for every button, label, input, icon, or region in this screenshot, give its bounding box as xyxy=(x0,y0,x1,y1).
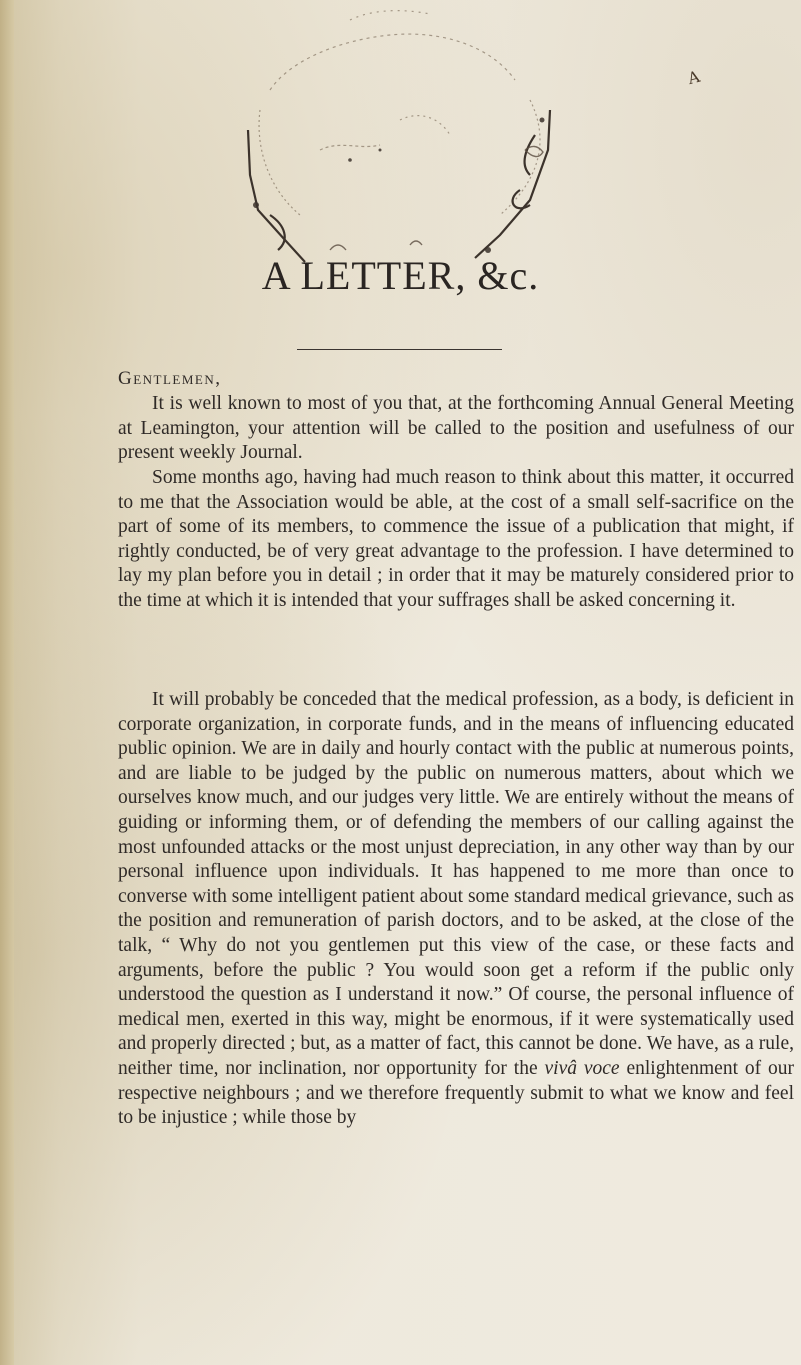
paragraph-3-text: It will probably be conceded that the medical profession, as a body, is deficient in corporate organization, in corporate funds, and in the means of influencing educated public opinion. We are in daily and hourly contact with the public at numerous points, and are liable to be judged by the public on numerous matters, about which we ourselves know much, and our judges very little. We are entirely without the means of guiding or informing them, or of defending the members of our calling against the most unfounded attacks or the most unjust depreciation, in any other way than by our personal influence upon individuals. It has happened to me more than once to converse with some intelligent patient about some standard medical grievance, such as the position and remuneration of parish doctors, and to be asked, at the close of the talk, “ Why do not you gentlemen put this view of the case, or these facts and arguments, before the public ? You would soon get a reform if the public only understood the question as I understand it now.” Of course, the personal influence of medical men, exerted in this way, might be enormous, if it were systematically used and properly directed ; but, as a matter of fact, this cannot be done. We have, as a rule, neither time, nor inclination, nor opportunity for the xyxy=(118,689,794,1079)
paragraph-1-text: It is well known to most of you that, at the forthcoming Annual General Meeting at Leamington, your attention will be called to the position and usefulness of our present weekly Journal. xyxy=(118,393,794,464)
page-title: A LETTER, &c. xyxy=(261,253,540,298)
paragraph-1 xyxy=(118,392,794,466)
page-edge-stain xyxy=(0,0,14,1365)
paragraph-2 xyxy=(118,466,794,614)
corner-mark: A xyxy=(685,66,702,89)
paragraph-3 xyxy=(118,688,794,1131)
paragraph-2-text: Some months ago, having had much reason to think about this matter, it occurred to me that the Association would be able, at the cost of a small self-sacrifice on the part of some of its members, to commence the issue of a publication that might, if rightly conducted, be of very great advantage to the profession. I have determined to lay my plan before you in detail ; in order that it may be maturely considered prior to the time at which it is intended that your suffrages shall be asked concerning it. xyxy=(118,467,794,611)
salutation: Gentlemen, xyxy=(118,368,222,389)
paragraph-3-italic: vivâ voce xyxy=(544,1057,620,1079)
paragraph-3-end: enlightenment of our respective neighbours ; and we therefore frequently submit to what we know and feel to be injustice ; while those by xyxy=(118,1057,794,1129)
title-rule xyxy=(297,349,502,350)
